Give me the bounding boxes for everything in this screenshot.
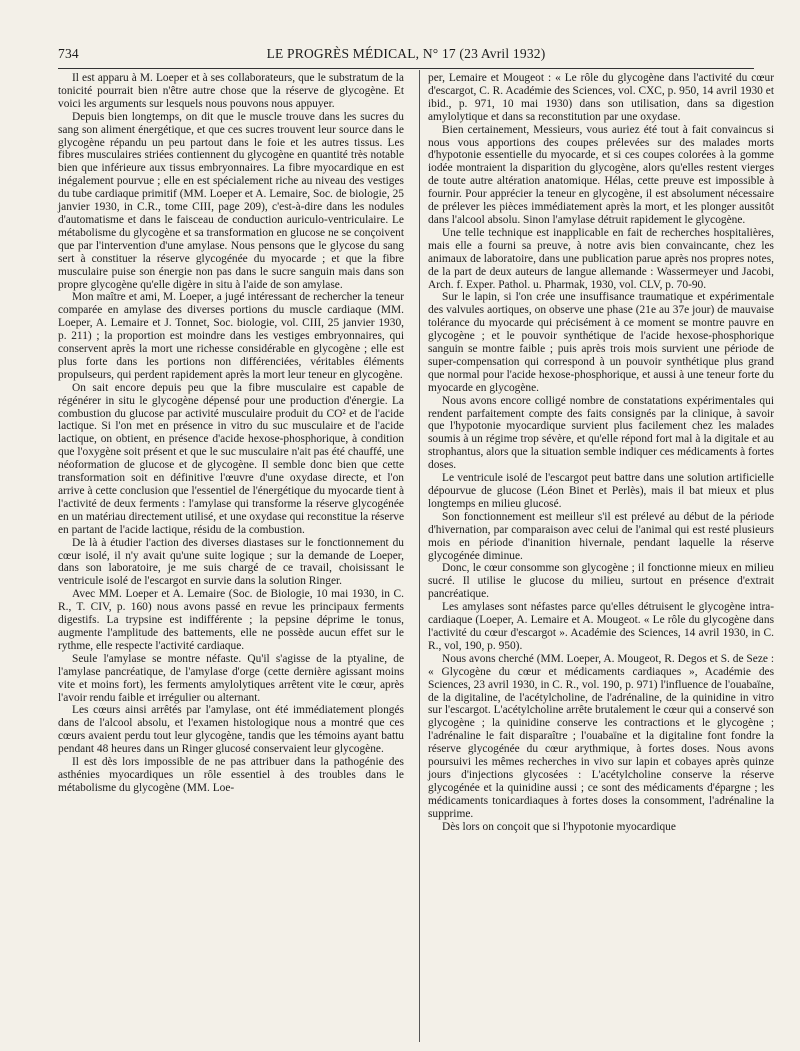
paragraph: Bien certainement, Messieurs, vous auriez été tout à fait convaincus si nous vous apportions des coupes prélevées sur des malades morts d'hypotonie essentielle du myocarde, et si ces coupes colorées à la gomme iodée montraient la disparition du glycogène, alors qu'elles restent vierges de toute autre altération anatomique. Hélas, cette preuve est impossible à fournir. Pour apprécier la teneur en glycogène, il est absolument nécessaire de prélever les pièces immédiatement après la mort, et les plonger aussitôt dans l'alcool absolu. Sinon l'amylase détruit rapidement le glycogène. [428, 123, 774, 226]
paragraph: Une telle technique est inapplicable en fait de recherches hospitalières, mais elle a fourni sa preuve, à notre avis bien convaincante, chez les animaux de laboratoire, dans une publication parue après nos propres notes, de la part de deux auteurs de langue allemande : Wassermeyer und Jacobi, Arch. f. Exper. Pathol. u. Pharmak, 1930, vol. CLV, p. 70-90. [428, 226, 774, 291]
paragraph: Depuis bien longtemps, on dit que le muscle trouve dans les sucres du sang son aliment énergétique, et que ces sucres trouvent leur source dans le glycogène répandu un peu partout dans le foie et les autres tissus. Les fibres musculaires striées contiennent du glycogène en quantité très notable bien que inférieure aux tissus embryonnaires. La fibre myocardique en est inégalement pourvue ; elle en est spécialement riche au niveau des vestiges du tube cardiaque primitif (MM. Loeper et A. Lemaire, Soc. de biologie, 25 janvier 1930, in C.R., tome CIII, page 209), c'est-à-dire dans les nodules d'automatisme et dans le faisceau de conduction auriculo-ventriculaire. Le métabolisme du glycogène et sa transformation en glucose ne se conçoivent que par l'intervention d'une amylase. Nous pensons que le glycose du sang sert à constituer la réserve glycogénée du myocarde ; et que la fibre musculaire puise son énergie non pas dans le sucre sanguin mais dans son propre glycogène qu'elle digère in situ à l'aide de son amylase. [58, 110, 404, 291]
paragraph: Dès lors on conçoit que si l'hypotonie myocardique [442, 820, 676, 833]
paragraph: Le ventricule isolé de l'escargot peut battre dans une solution artificielle dépourvue de glucose (Léon Binet et Perlès), mais il bat mieux et plus longtemps en milieu glucosé. [428, 472, 774, 510]
paragraph-continued: per, Lemaire et Mougeot : « Le rôle du glycogène dans l'activité du cœur d'escargot, C. R. Académie des Sciences, vol. CXC, p. 950, 14 avril 1930 et ibid., p. 971, 10 mai 1930) dans son utilisation, dans sa digestion amylolytique et dans sa reconstitution par une oxydase. [428, 72, 774, 123]
paragraph: Nous avons cherché (MM. Loeper, A. Mougeot, R. Degos et S. de Seze : « Glycogène du cœur et médicaments cardiaques », Académie des Sciences, 23 avril 1930, in C. R., vol. 190, p. 971) l'influence de l'ouabaïne, de la digitaline, de l'acétylcholine, de l'adrénaline, de la quinidine in vitro sur l'escargot. L'acétylcholine arrête brutalement le cœur qui a conservé son glycogène ; la quinidine conserve les contractions et le glycogène ; l'adrénaline le fait disparaître ; l'ouabaïne et la digitaline font fondre la réserve glycogénée du cœur arythmique, à fortes doses. Nous avons poursuivi les mêmes recherches in vivo sur lapin et cobayes après quinze jours d'injections glycosées : L'acétylcholine conserve la réserve glycogénée et la quinidine aussi ; ce sont des médicaments d'épargne ; les médicaments tonicardiaques à fortes doses la consomment, l'adrénaline la supprime. [428, 652, 774, 820]
paragraph: Les cœurs ainsi arrêtés par l'amylase, ont été immédiatement plongés dans de l'alcool absolu, et l'examen histologique nous a montré que ces cœurs avaient perdu tout leur glycogène, tandis que les témoins ayant battu pendant 48 heures dans un Ringer glucosé conservaient leur glycogène. [58, 704, 404, 756]
paragraph: Nous avons encore colligé nombre de constatations expérimentales qui rendent parfaitement compte des faits consignés par la clinique, à savoir que l'hypotonie myocardique survient plus facilement chez les malades soumis à un régime trop sévère, et qu'elle répond fort mal à la digitale et au strophantus, alors que la situation semble indiquer ces médicaments à fortes doses. [428, 394, 774, 472]
left-column [58, 72, 404, 795]
paragraph: Seule l'amylase se montre néfaste. Qu'il s'agisse de la ptyaline, de l'amylase pancréatique, de l'amylase d'orge (cette dernière agissant moins vite et moins fort), les ferments amylolytiques arrêtent vite le cœur, après l'avoir rendu faible et irrégulier ou alternant. [58, 652, 404, 704]
column-divider [419, 70, 420, 1042]
page-number: 734 [58, 46, 79, 61]
paragraph: On sait encore depuis peu que la fibre musculaire est capable de régénérer in situ le glycogène dépensé pour une production d'énergie. La combustion du glucose par activité musculaire produit du CO² et de l'acide lactique. Si l'on met en présence in vitro du suc musculaire et de l'acide lactique, on obtient, en présence d'acide hexose-phosphorique, à condition que l'oxygène soit présent et que le suc musculaire n'ait pas été chauffé, une néoformation de glucose et de glycogène. Il semble donc bien que cette transformation soit en définitive l'œuvre d'une oxydase directe, et l'on arrive à cette conclusion que l'essentiel de l'énergétique du myocarde tient à l'activité de deux ferments : l'amylase qui transforme la réserve glycogénée en un matériau directement utilisé, et une oxydase qui reconstitue la réserve en partant de l'acide lactique, résidu de la combustion. [58, 381, 404, 536]
paragraph: Il est apparu à M. Loeper et à ses collaborateurs, que le substratum de la tonicité pourrait bien n'être autre chose que la réserve de glycogène. Et voici les arguments sur lesquels nous pouvons nous appuyer. [58, 72, 404, 110]
paragraph: Mon maître et ami, M. Loeper, a jugé intéressant de rechercher la teneur comparée en amylase des diverses portions du muscle cardiaque (MM. Loeper, A. Lemaire et J. Tonnet, Soc. biologie, vol. CIII, 25 janvier 1930, p. 211) ; la proportion est moindre dans les vestiges embryonnaires, qui conservent après la mort une richesse considérable en glycogène ; elle est plus forte dans les portions non différenciées, véritables éléments propulseurs, qui perdent rapidement après la mort leur teneur en glycogène. [58, 291, 404, 381]
paragraph: Donc, le cœur consomme son glycogène ; il fonctionne mieux en milieu sucré. Il utilise le glucose du milieu, surtout en présence d'extrait pancréatique. [428, 562, 774, 601]
paragraph: Il est dès lors impossible de ne pas attribuer dans la pathogénie des asthénies myocardiques un rôle essentiel à des troubles dans le métabolisme du glycogène (MM. Loe- [58, 756, 404, 794]
paragraph: Les amylases sont néfastes parce qu'elles détruisent le glycogène intra-cardiaque (Loeper, A. Lemaire et A. Mougeot. « Le rôle du glycogène dans l'activité du cœur d'escargot ». Académie des Sciences, 14 avril 1930, in C. R., vol, 190, p. 950). [428, 601, 774, 652]
paragraph: Avec MM. Loeper et A. Lemaire (Soc. de Biologie, 10 mai 1930, in C. R., T. CIV, p. 160) nous avons passé en revue les principaux ferments digestifs. La trypsine est indifférente ; la pepsine déprime le tonus, augmente l'amplitude des battements, elle ne possède aucun effet sur le rythme, elle respecte l'activité cardiaque. [58, 588, 404, 652]
header-rule [58, 68, 754, 69]
page-header [58, 46, 754, 66]
paragraph: Son fonctionnement est meilleur s'il est prélevé au début de la période d'hivernation, par comparaison avec celui de l'animal qui est resté plusieurs mois en période d'inanition hivernale, pendant laquelle la réserve glycogénée diminue. [428, 510, 774, 562]
running-title: LE PROGRÈS MÉDICAL, N° 17 (23 Avril 1932) [266, 46, 546, 61]
paragraph: De là à étudier l'action des diverses diastases sur le fonctionnement du cœur isolé, il n'y avait qu'une suite logique ; sur la demande de Loeper, dans son laboratoire, je me suis chargé de ce travail, choisissant le ventricule isolé de l'escargot en survie dans la solution Ringer. [58, 536, 404, 588]
paragraph: Sur le lapin, si l'on crée une insuffisance traumatique et expérimentale des valvules aortiques, on observe une phase (21e au 37e jour) de mauvaise tolérance du myocarde qui précisément à ce moment se montre pauvre en glycogène ; et le pouvoir synthétique de l'acide hexose-phosphorique sanguin se montre faible ; puis après trois mois survient une période de super-compensation qui correspond à un pouvoir synthétique plus grand que normal pour l'acide hexose-phosphorique, et aussi à une teneur forte du myocarde en glycogène. [428, 291, 774, 394]
right-column [428, 72, 774, 833]
